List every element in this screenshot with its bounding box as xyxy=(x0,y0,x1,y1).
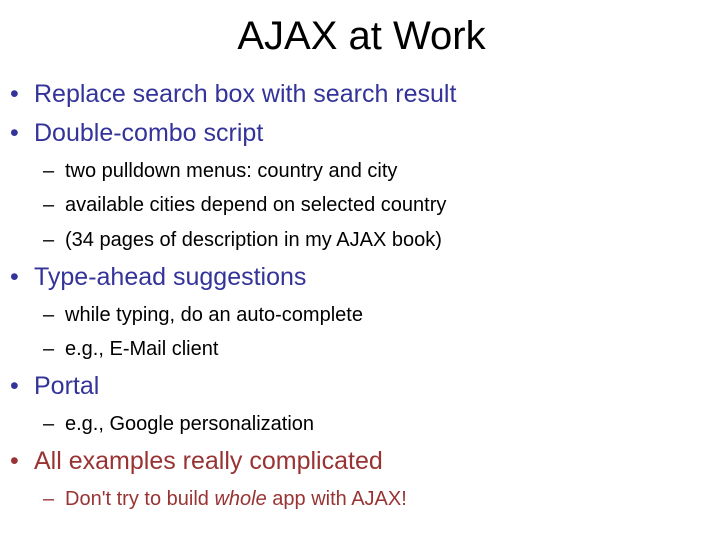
bullet-item xyxy=(10,371,99,401)
bullet-icon: • xyxy=(10,263,19,291)
bullet-icon: • xyxy=(10,80,19,108)
dash-icon: – xyxy=(43,488,55,510)
bullet-item xyxy=(10,262,306,292)
text-after-emphasis: app with AJAX! xyxy=(266,488,407,510)
bullet-text: Double-combo script xyxy=(34,119,264,147)
sub-bullet-text: e.g., Google personalization xyxy=(65,413,315,435)
sub-bullet-item xyxy=(43,303,363,327)
sub-bullet-item xyxy=(43,159,397,183)
dash-icon: – xyxy=(43,160,55,182)
bullet-text: Replace search box with search result xyxy=(34,80,457,108)
sub-bullet-text: e.g., E-Mail client xyxy=(65,338,219,360)
sub-bullet-text: available cities depend on selected country xyxy=(65,194,447,216)
bullet-text: Portal xyxy=(34,372,100,400)
dash-icon: – xyxy=(43,413,55,435)
text-before-emphasis: Don't try to build xyxy=(65,488,215,510)
slide-title: AJAX at Work xyxy=(237,14,486,58)
bullet-item xyxy=(10,118,263,148)
bullet-icon: • xyxy=(10,447,19,475)
dash-icon: – xyxy=(43,304,55,326)
sub-bullet-text: (34 pages of description in my AJAX book) xyxy=(65,229,442,251)
sub-bullet-item-accent xyxy=(43,487,407,511)
dash-icon: – xyxy=(43,194,55,216)
sub-bullet-text: two pulldown menus: country and city xyxy=(65,160,398,182)
bullet-text: All examples really complicated xyxy=(34,447,383,475)
dash-icon: – xyxy=(43,338,55,360)
bullet-item-accent xyxy=(10,446,383,476)
sub-bullet-item xyxy=(43,412,314,436)
sub-bullet-item xyxy=(43,193,446,217)
bullet-text: Type-ahead suggestions xyxy=(34,263,307,291)
sub-bullet-text: while typing, do an auto-complete xyxy=(65,304,363,326)
sub-bullet-item xyxy=(43,228,442,252)
sub-bullet-text xyxy=(65,488,407,510)
emphasis-text: whole xyxy=(214,488,267,510)
bullet-icon: • xyxy=(10,119,19,147)
dash-icon: – xyxy=(43,229,55,251)
bullet-item xyxy=(10,79,456,109)
sub-bullet-item xyxy=(43,337,218,361)
bullet-icon: • xyxy=(10,372,19,400)
